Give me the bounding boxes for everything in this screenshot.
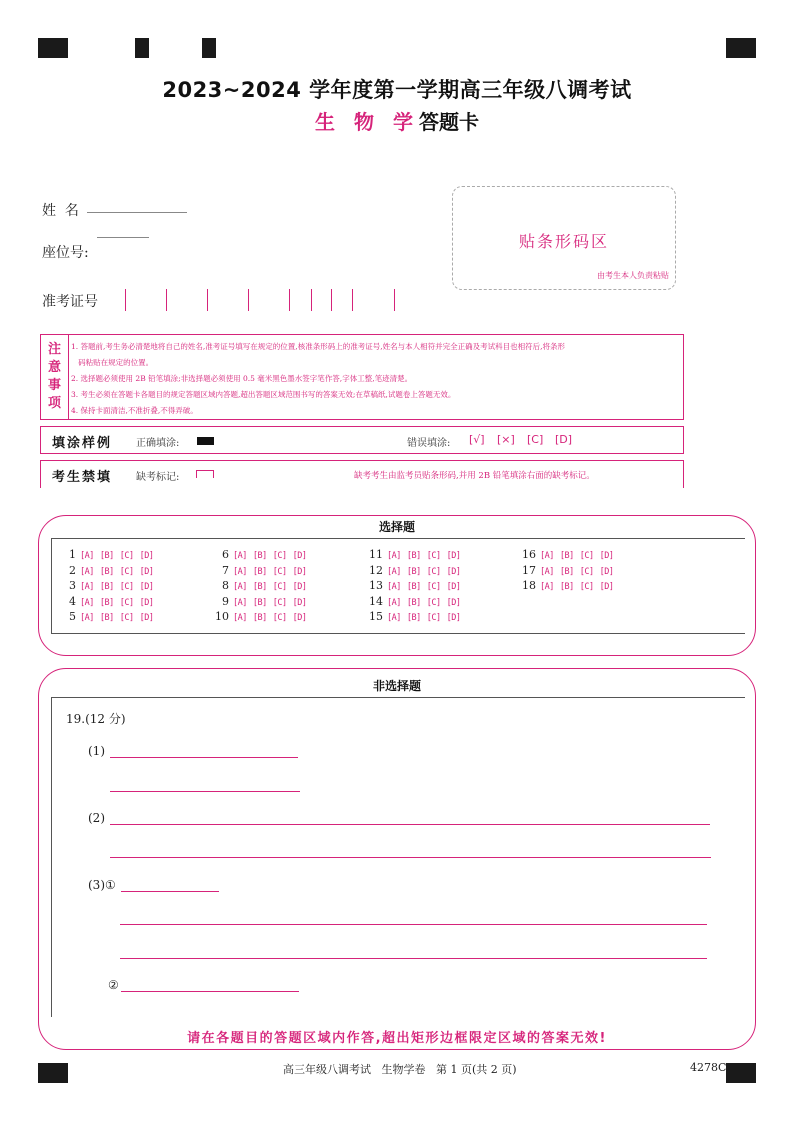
answer-bubble[interactable]: [D] [139, 597, 154, 608]
choice-question-row [522, 579, 619, 592]
answer-bubble[interactable]: [D] [446, 566, 461, 577]
nonchoice-title-rule [51, 697, 745, 698]
answer-line[interactable] [110, 791, 300, 792]
nonchoice-frame [51, 697, 52, 1017]
answer-bubble[interactable]: [C] [272, 597, 287, 608]
answer-bubble[interactable]: [C] [272, 566, 287, 577]
answer-bubble[interactable]: [D] [599, 551, 614, 561]
choice-question-row [215, 564, 312, 577]
answer-bubble[interactable]: [A] [540, 582, 554, 592]
answer-bubble[interactable]: [C] [426, 551, 441, 561]
choice-question-row [62, 579, 159, 592]
absent-note: 缺考考生由监考员贴条形码,并用 2B 铅笔填涂右面的缺考标记。 [354, 471, 595, 481]
answer-bubble[interactable]: [B] [252, 597, 267, 608]
answer-bubble[interactable]: [C] [119, 597, 134, 608]
answer-bubble[interactable]: [D] [292, 551, 307, 561]
nonchoice-title: 非选择题 [372, 679, 421, 693]
choice-title: 选择题 [378, 520, 415, 534]
question-number: 14 [369, 594, 383, 608]
notice-box [40, 334, 684, 420]
seat-line[interactable] [97, 237, 149, 238]
name-label: 姓 名 [42, 203, 79, 219]
correct-fill-sample [197, 437, 214, 445]
wrong-fill-label: 错误填涂: [407, 438, 451, 449]
footer-code: 4278C [690, 1061, 727, 1074]
choice-question-row [369, 564, 466, 577]
exam-number-divider [311, 289, 312, 311]
answer-bubble[interactable]: [A] [233, 582, 247, 592]
exam-number-divider [166, 289, 167, 311]
question-19-part-2-label: (2) [88, 811, 105, 825]
answer-bubble[interactable]: [B] [99, 597, 114, 608]
notice-item: 3. 考生必须在答题卡各题目的规定答题区域内答题,超出答题区域范围书写的答案无效;在草稿纸,试题卷上答题无效。 [71, 390, 456, 399]
notice-item: 4. 保持卡面清洁,不准折叠,不得弄破。 [71, 406, 198, 415]
answer-bubble[interactable]: [A] [540, 566, 554, 577]
answer-bubble[interactable]: [C] [119, 551, 134, 561]
exam-number-divider [207, 289, 208, 311]
answer-line[interactable] [110, 757, 298, 758]
choice-question-row [215, 548, 312, 561]
timing-mark [135, 38, 149, 58]
question-number: 2 [69, 563, 76, 577]
timing-mark [38, 38, 68, 58]
notice-heading: 注 意 事 项 [41, 335, 69, 419]
answer-bubble[interactable]: [B] [406, 551, 421, 561]
answer-bubble[interactable]: [B] [406, 582, 421, 592]
answer-bubble[interactable]: [A] [387, 551, 401, 561]
answer-bubble[interactable]: [B] [99, 566, 114, 577]
answer-bubble[interactable]: [A] [80, 551, 94, 561]
timing-mark [38, 1063, 68, 1083]
question-number: 16 [522, 548, 536, 561]
timing-mark [202, 38, 216, 58]
name-line[interactable] [87, 212, 187, 213]
question-19-part-3b-label: ② [108, 978, 119, 992]
answer-bubble[interactable]: [D] [446, 597, 461, 608]
exam-number-divider [331, 289, 332, 311]
answer-bubble[interactable]: [B] [559, 582, 574, 592]
answer-bubble[interactable]: [B] [252, 613, 267, 623]
notice-items [71, 339, 679, 419]
question-number: 5 [69, 610, 76, 623]
answer-bubble[interactable]: [D] [139, 613, 154, 623]
choice-question-row [369, 610, 466, 623]
answer-bubble[interactable]: [B] [252, 551, 267, 561]
answer-bubble[interactable]: [B] [559, 551, 574, 561]
card-name: 答题卡 [418, 110, 479, 134]
footer-page-info: 高三年级八调考试 生物学卷 第 1 页(共 2 页) [283, 1063, 517, 1076]
answer-line[interactable] [121, 991, 299, 992]
exam-number-divider [289, 289, 290, 311]
choice-question-row [522, 548, 619, 561]
barcode-note: 由考生本人负责粘贴 [597, 271, 669, 280]
answer-bubble[interactable]: [C] [426, 566, 441, 577]
answer-bubble[interactable]: [A] [387, 597, 401, 608]
answer-line[interactable] [110, 824, 710, 825]
staff-only-box [40, 460, 684, 488]
answer-bubble[interactable]: [B] [559, 566, 574, 577]
notice-item: 码粘贴在规定的位置。 [71, 358, 154, 367]
answer-bubble[interactable]: [A] [387, 613, 401, 623]
absent-mark-label: 缺考标记: [136, 472, 180, 483]
question-number: 3 [69, 579, 76, 592]
seat-label: 座位号: [42, 245, 89, 261]
page-title: 2023~2024 学年度第一学期高三年级八调考试 [162, 78, 632, 102]
fill-sample-label: 填涂样例 [52, 436, 113, 451]
answer-area-warning: 请在各题目的答题区域内作答,超出矩形边框限定区域的答案无效! [187, 1031, 607, 1046]
barcode-area [452, 186, 676, 290]
question-number: 6 [222, 548, 229, 561]
answer-bubble[interactable]: [C] [272, 582, 287, 592]
answer-bubble[interactable]: [B] [252, 582, 267, 592]
exam-number-divider [248, 289, 249, 311]
choice-question-row [215, 579, 312, 592]
answer-bubble[interactable]: [C] [272, 551, 287, 561]
question-19-label: 19.(12 分) [66, 712, 126, 726]
answer-bubble[interactable]: [C] [579, 582, 594, 592]
correct-fill-label: 正确填涂: [136, 438, 180, 449]
question-number: 12 [369, 563, 383, 577]
answer-bubble[interactable]: [D] [139, 582, 154, 592]
choice-question-row [369, 548, 466, 561]
exam-number-label: 准考证号 [42, 294, 98, 310]
choice-question-row [369, 579, 466, 592]
timing-mark [726, 38, 756, 58]
answer-bubble[interactable]: [B] [99, 582, 114, 592]
page-subtitle [0, 106, 794, 135]
answer-bubble[interactable]: [D] [292, 613, 307, 623]
answer-bubble[interactable]: [C] [426, 613, 441, 623]
notice-item: 2. 选择题必须使用 2B 铅笔填涂;非选择题必须使用 0.5 毫米黑色墨水签字笔作答,字体工整,笔迹清楚。 [71, 374, 413, 383]
answer-bubble[interactable]: [D] [139, 566, 154, 577]
answer-bubble[interactable]: [A] [233, 551, 247, 561]
wrong-fill-light: [D] [555, 433, 573, 446]
subject-name: 生 物 学 [315, 110, 419, 134]
answer-bubble[interactable]: [D] [599, 582, 614, 592]
answer-bubble[interactable]: [A] [233, 566, 247, 577]
choice-question-row [62, 610, 159, 623]
answer-line[interactable] [121, 891, 219, 892]
answer-bubble[interactable]: [D] [599, 566, 614, 577]
question-number: 10 [215, 610, 229, 623]
answer-bubble[interactable]: [B] [406, 597, 421, 608]
question-number: 13 [369, 579, 383, 592]
answer-bubble[interactable]: [C] [119, 613, 134, 623]
answer-bubble[interactable]: [B] [406, 613, 421, 623]
staff-only-label: 考生禁填 [52, 470, 113, 485]
question-number: 11 [369, 548, 383, 561]
notice-item: 1. 答题前,考生务必清楚地将自己的姓名,准考证号填写在规定的位置,核准条形码上的准考证号,姓名与本人相符并完全正确及考试科目也相符后,将条形 [71, 342, 565, 351]
answer-bubble[interactable]: [B] [406, 566, 421, 577]
answer-bubble[interactable]: [A] [387, 582, 401, 592]
answer-bubble[interactable]: [A] [80, 566, 94, 577]
answer-bubble[interactable]: [C] [579, 566, 594, 577]
wrong-fill-check: [√] [469, 433, 485, 446]
exam-number-divider [352, 289, 353, 311]
answer-line[interactable] [110, 857, 711, 858]
answer-bubble[interactable]: [C] [579, 551, 594, 561]
answer-bubble[interactable]: [A] [80, 582, 94, 592]
question-number: 18 [522, 579, 536, 592]
answer-bubble[interactable]: [D] [292, 597, 307, 608]
exam-number-divider [394, 289, 395, 311]
question-number: 1 [69, 548, 76, 561]
fill-sample-box [40, 426, 684, 454]
answer-bubble[interactable]: [D] [292, 566, 307, 577]
answer-line[interactable] [120, 958, 707, 959]
choice-question-row [62, 548, 159, 561]
timing-mark [726, 1063, 756, 1083]
answer-bubble[interactable]: [C] [272, 613, 287, 623]
answer-bubble[interactable]: [C] [426, 597, 441, 608]
wrong-fill-partial: [C] [527, 433, 544, 446]
answer-bubble[interactable]: [D] [292, 582, 307, 592]
answer-bubble[interactable]: [A] [387, 566, 401, 577]
question-number: 15 [369, 610, 383, 623]
question-number: 7 [222, 563, 229, 577]
absent-mark-box[interactable] [196, 470, 214, 478]
answer-bubble[interactable]: [C] [426, 582, 441, 592]
answer-bubble[interactable]: [B] [99, 613, 114, 623]
choice-question-row [215, 595, 312, 608]
answer-bubble[interactable]: [A] [80, 613, 94, 623]
wrong-fill-cross: [×] [497, 433, 515, 446]
answer-bubble[interactable]: [B] [252, 566, 267, 577]
choice-question-row [215, 610, 312, 623]
question-19-part-3-label: (3)① [88, 878, 116, 892]
answer-bubble[interactable]: [D] [446, 613, 461, 623]
exam-number-divider [125, 289, 126, 311]
answer-bubble[interactable]: [B] [99, 551, 114, 561]
answer-bubble[interactable]: [A] [233, 597, 247, 608]
question-number: 4 [69, 594, 76, 608]
question-19-part-1-label: (1) [88, 744, 105, 758]
choice-question-row [369, 595, 466, 608]
answer-bubble[interactable]: [A] [80, 597, 94, 608]
answer-bubble[interactable]: [A] [233, 613, 247, 623]
answer-bubble[interactable]: [C] [119, 582, 134, 592]
question-number: 9 [222, 594, 229, 608]
answer-line[interactable] [120, 924, 707, 925]
answer-bubble[interactable]: [D] [139, 551, 154, 561]
answer-bubble[interactable]: [C] [119, 566, 134, 577]
question-number: 17 [522, 563, 536, 577]
barcode-title: 贴条形码区 [518, 232, 609, 251]
question-number: 8 [222, 579, 229, 592]
answer-bubble[interactable]: [A] [540, 551, 554, 561]
answer-bubble[interactable]: [D] [446, 551, 461, 561]
nonchoice-section [38, 668, 756, 1050]
choice-question-row [62, 595, 159, 608]
choice-question-row [62, 564, 159, 577]
choice-question-row [522, 564, 619, 577]
answer-bubble[interactable]: [D] [446, 582, 461, 592]
